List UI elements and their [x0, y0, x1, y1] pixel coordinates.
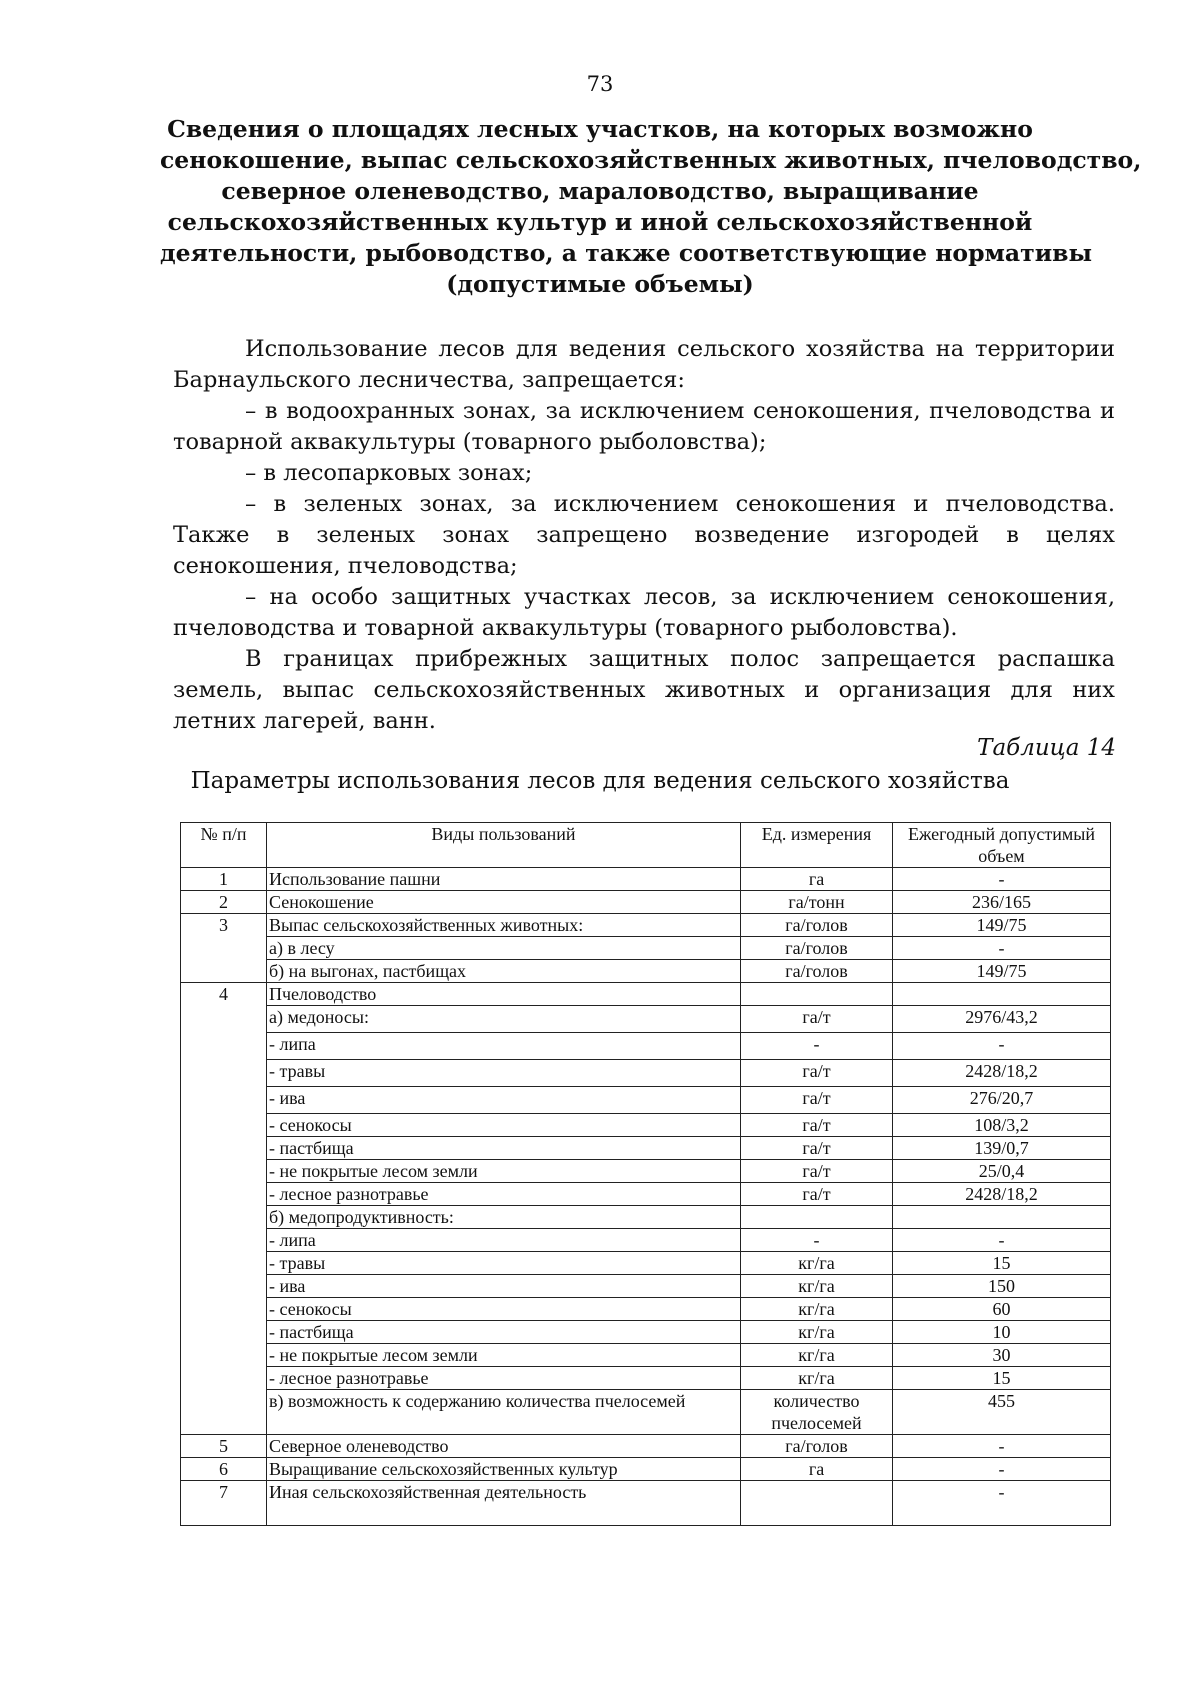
paragraph: – в лесопарковых зонах; [245, 460, 533, 486]
table-row [181, 1060, 1111, 1087]
cell-annual-volume: - [893, 1458, 1111, 1481]
cell-annual-volume: 10 [893, 1321, 1111, 1344]
cell-unit: кг/га [741, 1321, 893, 1344]
table-row [181, 983, 1111, 1006]
table-row [181, 891, 1111, 914]
cell-usage-type: - ива [267, 1087, 741, 1114]
cell-annual-volume: 149/75 [893, 914, 1111, 937]
paragraph: Использование лесов для ведения сельского хозяйства на территории Барнаульского лесничества, запрещается: [173, 336, 1115, 393]
body-text [173, 334, 1115, 737]
cell-unit: га/т [741, 1114, 893, 1137]
cell-annual-volume: 108/3,2 [893, 1114, 1111, 1137]
cell-unit: - [741, 1033, 893, 1060]
table-title: Параметры использования лесов для ведения сельского хозяйства [190, 768, 1010, 794]
cell-annual-volume: 15 [893, 1367, 1111, 1390]
cell-unit: га/т [741, 1087, 893, 1114]
page-number: 73 [586, 72, 614, 96]
heading-line: (допустимые объемы) [446, 270, 754, 298]
cell-unit: - [741, 1229, 893, 1252]
cell-annual-volume [893, 1206, 1111, 1229]
cell-usage-type: - липа [267, 1229, 741, 1252]
cell-unit: кг/га [741, 1298, 893, 1321]
table-row [181, 960, 1111, 983]
cell-usage-type: - сенокосы [267, 1114, 741, 1137]
cell-unit: га/т [741, 1060, 893, 1087]
heading-line: северное оленеводство, мараловодство, выращивание [221, 177, 979, 205]
table-row [181, 1390, 1111, 1435]
cell-unit: количество пчелосемей [741, 1390, 893, 1435]
table-row [181, 1229, 1111, 1252]
cell-annual-volume: - [893, 1033, 1111, 1060]
cell-annual-volume: - [893, 868, 1111, 891]
cell-usage-type: в) возможность к содержанию количества пчелосемей [267, 1390, 741, 1435]
cell-usage-type: - травы [267, 1252, 741, 1275]
cell-usage-type: - травы [267, 1060, 741, 1087]
cell-annual-volume: 455 [893, 1390, 1111, 1435]
table-row [181, 1321, 1111, 1344]
table-row [181, 937, 1111, 960]
cell-annual-volume: - [893, 1481, 1111, 1526]
cell-annual-volume: 276/20,7 [893, 1087, 1111, 1114]
cell-annual-volume: 2428/18,2 [893, 1060, 1111, 1087]
paragraph: – в водоохранных зонах, за исключением сенокошения, пчеловодства и товарной аквакультуры (товарного рыболовства); [173, 398, 1115, 455]
cell-annual-volume: - [893, 1435, 1111, 1458]
cell-unit: га [741, 1458, 893, 1481]
table-row [181, 1344, 1111, 1367]
table-row [181, 1252, 1111, 1275]
table-row [181, 1183, 1111, 1206]
table-header-row [181, 823, 1111, 868]
cell-usage-type: б) на выгонах, пастбищах [267, 960, 741, 983]
cell-number: 1 [181, 868, 267, 891]
table-row [181, 1087, 1111, 1114]
cell-number: 3 [181, 914, 267, 983]
cell-unit: га/тонн [741, 891, 893, 914]
header-unit: Ед. измерения [741, 823, 893, 868]
cell-usage-type: - липа [267, 1033, 741, 1060]
cell-number: 4 [181, 983, 267, 1435]
cell-unit: га/голов [741, 937, 893, 960]
header-number: № п/п [181, 823, 267, 868]
paragraph: – в зеленых зонах, за исключением сенокошения и пчеловодства. Также в зеленых зонах запрещено возведение изгородей в целях сенокошения, пчеловодства; [173, 491, 1115, 579]
cell-number: 5 [181, 1435, 267, 1458]
cell-unit: га/голов [741, 914, 893, 937]
cell-annual-volume: 149/75 [893, 960, 1111, 983]
cell-annual-volume: 2428/18,2 [893, 1183, 1111, 1206]
document-heading [160, 114, 1142, 300]
cell-number: 6 [181, 1458, 267, 1481]
cell-unit: кг/га [741, 1344, 893, 1367]
cell-unit: га/голов [741, 1435, 893, 1458]
paragraph: В границах прибрежных защитных полос запрещается распашка земель, выпас сельскохозяйственных животных и организация для них летних лагерей, ванн. [173, 646, 1115, 734]
cell-usage-type: - не покрытые лесом земли [267, 1160, 741, 1183]
table-row [181, 1114, 1111, 1137]
heading-line: Сведения о площадях лесных участков, на которых возможно [167, 115, 1033, 143]
table-row [181, 1137, 1111, 1160]
header-annual-volume: Ежегодный допустимый объем [893, 823, 1111, 868]
cell-unit: кг/га [741, 1275, 893, 1298]
cell-usage-type: Иная сельскохозяйственная деятельность [267, 1481, 741, 1526]
cell-unit: кг/га [741, 1252, 893, 1275]
heading-line: сенокошение, выпас сельскохозяйственных животных, пчеловодство, [160, 146, 1142, 174]
table-row [181, 1367, 1111, 1390]
cell-unit: га/т [741, 1183, 893, 1206]
table-row [181, 1458, 1111, 1481]
heading-line: деятельности, рыбоводство, а также соответствующие нормативы [160, 239, 1093, 267]
cell-usage-type: Использование пашни [267, 868, 741, 891]
table-row [181, 1481, 1111, 1526]
cell-usage-type: б) медопродуктивность: [267, 1206, 741, 1229]
cell-annual-volume: 60 [893, 1298, 1111, 1321]
cell-unit: га/т [741, 1160, 893, 1183]
cell-unit [741, 1481, 893, 1526]
cell-usage-type: Сенокошение [267, 891, 741, 914]
table-row [181, 868, 1111, 891]
cell-annual-volume [893, 983, 1111, 1006]
cell-usage-type: - лесное разнотравье [267, 1367, 741, 1390]
cell-annual-volume: 139/0,7 [893, 1137, 1111, 1160]
cell-unit: га/голов [741, 960, 893, 983]
cell-usage-type: - сенокосы [267, 1298, 741, 1321]
cell-annual-volume: 30 [893, 1344, 1111, 1367]
cell-number: 2 [181, 891, 267, 914]
cell-annual-volume: 2976/43,2 [893, 1006, 1111, 1033]
cell-unit: га/т [741, 1006, 893, 1033]
table-label: Таблица 14 [977, 735, 1116, 761]
cell-usage-type: - не покрытые лесом земли [267, 1344, 741, 1367]
cell-unit: га/т [741, 1137, 893, 1160]
cell-number: 7 [181, 1481, 267, 1526]
table-row [181, 1298, 1111, 1321]
table-row [181, 1435, 1111, 1458]
cell-unit: кг/га [741, 1367, 893, 1390]
cell-usage-type: - пастбища [267, 1321, 741, 1344]
cell-usage-type: а) медоносы: [267, 1006, 741, 1033]
cell-usage-type: - лесное разнотравье [267, 1183, 741, 1206]
cell-annual-volume: 236/165 [893, 891, 1111, 914]
paragraph: – на особо защитных участках лесов, за исключением сенокошения, пчеловодства и товарной аквакультуры (товарного рыболовства). [173, 584, 1115, 641]
table-row [181, 914, 1111, 937]
table-row [181, 1160, 1111, 1183]
cell-annual-volume: 25/0,4 [893, 1160, 1111, 1183]
cell-unit [741, 1206, 893, 1229]
heading-line: сельскохозяйственных культур и иной сельскохозяйственной [167, 208, 1033, 236]
header-usage-type: Виды пользований [267, 823, 741, 868]
cell-usage-type: - пастбища [267, 1137, 741, 1160]
cell-annual-volume: 150 [893, 1275, 1111, 1298]
cell-unit [741, 983, 893, 1006]
table-body [181, 868, 1111, 1526]
cell-usage-type: Выращивание сельскохозяйственных культур [267, 1458, 741, 1481]
parameters-table [180, 822, 1111, 1526]
cell-annual-volume: 15 [893, 1252, 1111, 1275]
table-row [181, 1006, 1111, 1033]
table-row [181, 1206, 1111, 1229]
cell-usage-type: а) в лесу [267, 937, 741, 960]
table-row [181, 1275, 1111, 1298]
cell-usage-type: Выпас сельскохозяйственных животных: [267, 914, 741, 937]
cell-unit: га [741, 868, 893, 891]
table-row [181, 1033, 1111, 1060]
cell-usage-type: Северное оленеводство [267, 1435, 741, 1458]
cell-annual-volume: - [893, 1229, 1111, 1252]
cell-usage-type: Пчеловодство [267, 983, 741, 1006]
cell-usage-type: - ива [267, 1275, 741, 1298]
cell-annual-volume: - [893, 937, 1111, 960]
